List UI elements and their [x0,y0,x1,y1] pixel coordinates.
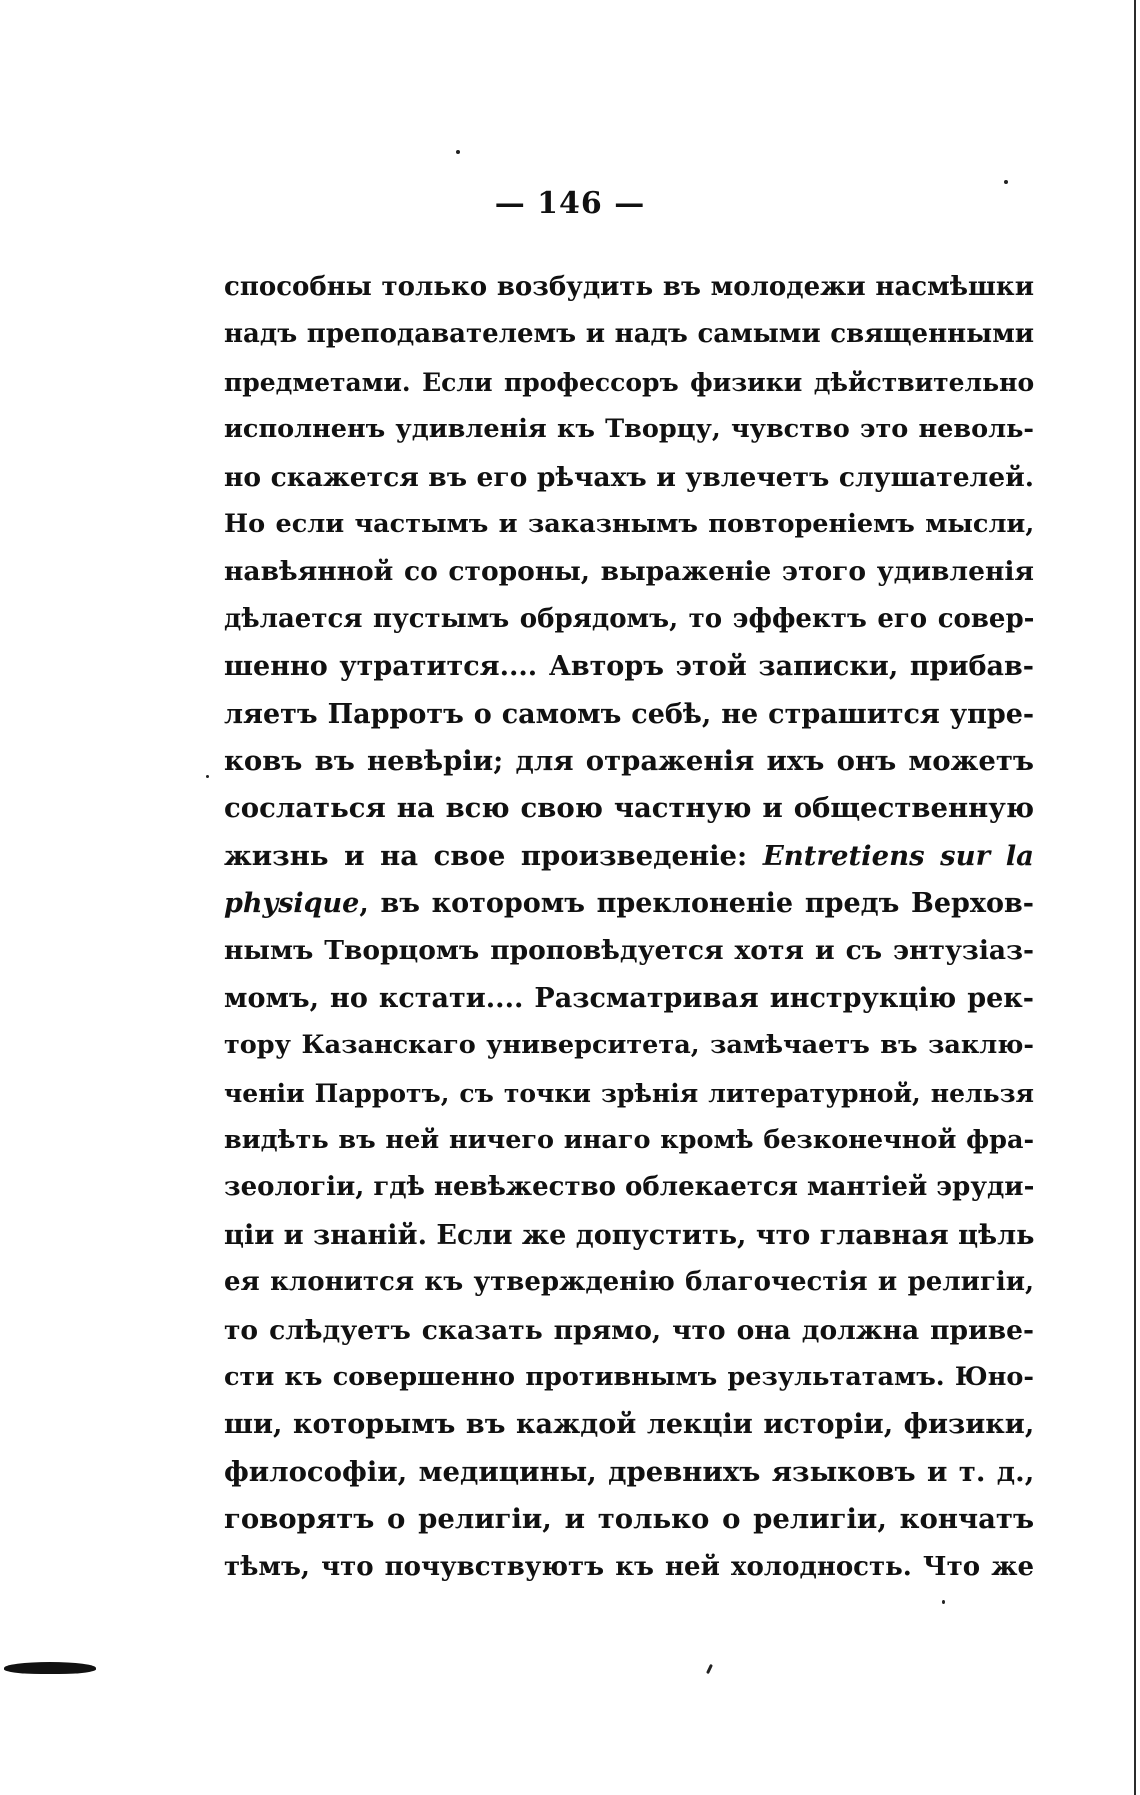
text-line: тору Казанскаго университета, замѣчаетъ въ заклю- [224,1030,1034,1061]
italic-title: physique [224,888,360,920]
text-line: исполненъ удивленія къ Творцу, чувство это неволь- [224,414,1034,445]
text-line: момъ, но кстати.... Разсматривая инструкцію рек- [224,982,1034,1014]
page-edge-line [1134,0,1136,1795]
text-line: ея клонится къ утвержденію благочестія и религіи, [224,1267,1034,1298]
text-line: ціи и знаній. Если же допустить, что главная цѣль [224,1219,1034,1251]
text-line: но скажется въ его рѣчахъ и увлечетъ слушателей. [224,461,1034,493]
text-line: то слѣдуетъ сказать прямо, что она должна приве- [224,1314,1034,1346]
text-line: шенно утратится.... Авторъ этой записки, прибав- [224,651,1034,683]
body-text [224,264,1034,1591]
text-line: ченіи Парротъ, съ точки зрѣнія литературной, нельзя [224,1078,1034,1108]
text-line: physique, въ которомъ преклоненіе предъ Верхов- [224,888,1034,920]
ink-smudge [4,1662,96,1674]
text-line: зеологіи, гдѣ невѣжество облекается мантіей эруди- [224,1172,1034,1203]
scan-speck [706,1664,713,1674]
text-line: говорятъ о религіи, и только о религіи, кончатъ [224,1503,1034,1536]
scan-speck [942,1600,945,1604]
text-line: сти къ совершенно противнымъ результатамъ. Юно- [224,1361,1034,1392]
text-line: способны только возбудить въ молодежи насмѣшки [224,272,1034,302]
text-line: ляетъ Парротъ о самомъ себѣ, не страшится упре- [224,698,1034,730]
page-number: — 146 — [494,186,646,221]
italic-title: Entretiens sur la [762,839,1034,872]
text-line: предметами. Если профессоръ физики дѣйствительно [224,367,1034,397]
text-line: ши, которымъ въ каждой лекціи исторіи, физики, [224,1409,1034,1441]
text-line: ковъ въ невѣріи; для отраженія ихъ онъ можетъ [224,744,1034,777]
text-line: Но если частымъ и заказнымъ повтореніемъ мысли, [224,508,1034,539]
text-line: дѣлается пустымъ обрядомъ, то эффектъ его совер- [224,603,1034,634]
text-line: навѣянной со стороны, выраженіе этого удивленія [224,556,1034,588]
scan-speck [1004,180,1008,184]
text-line: видѣть въ ней ничего инаго кромѣ безконечной фра- [224,1125,1034,1156]
text-line: сослаться на всю свою частную и общественную [224,792,1034,825]
text-line: нымъ Творцомъ проповѣдуется хотя и съ энтузіаз- [224,935,1034,967]
text-line: надъ преподавателемъ и надъ самыми священными [224,319,1034,350]
text-line: философіи, медицины, древнихъ языковъ и т. д., [224,1455,1034,1488]
text-line: жизнь и на свое произведеніе: Entretiens sur la [224,839,1034,872]
scan-speck [456,150,460,154]
scan-speck [206,775,209,778]
text-line: тѣмъ, что почувствуютъ къ ней холодность. Что же [224,1551,1034,1582]
